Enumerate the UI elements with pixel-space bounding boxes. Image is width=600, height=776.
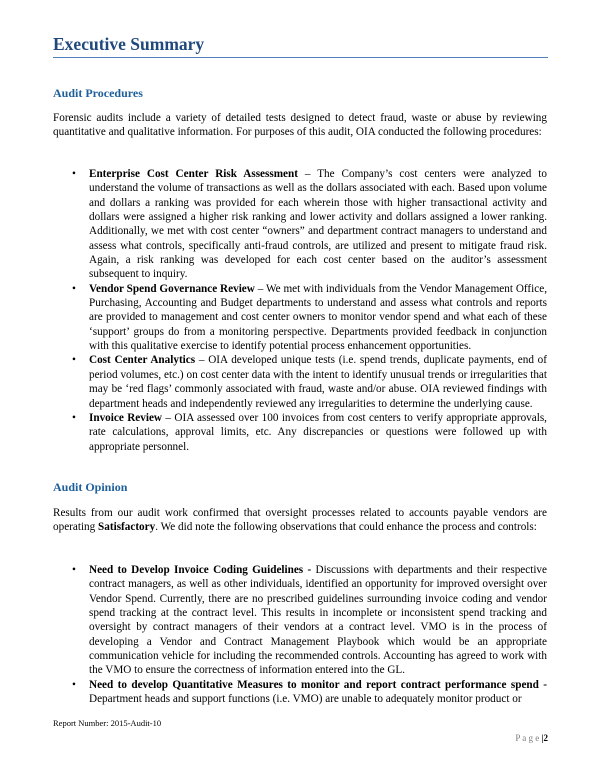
bullet-icon: • bbox=[72, 282, 76, 295]
item-bold-label: Invoice Review bbox=[89, 411, 162, 424]
page-label: P a g e bbox=[515, 733, 540, 743]
bullet-icon: • bbox=[72, 411, 76, 424]
bullet-icon: • bbox=[72, 168, 76, 180]
list-item bbox=[72, 353, 547, 410]
item-text: Discussions with departments and their respective contract managers, as well as other individuals, identified an opportunity for improved oversight over Vendor Spend. Currently, there are no prescribed guidelines surrounding invoice coding and vendor spend tracking at the contract level. This results in incomplete or inconsistent spend tracking and oversight by contract managers of their vendors at a contract level. VMO is in the process of developing a Vendor and Contract Management Playbook which would be an appropriate communication vehicle for including the recommended controls. Accounting has agreed to work with the VMO to ensure the correctness of information entered into the GL. bbox=[89, 564, 547, 677]
item-bold-label: Enterprise Cost Center Risk Assessment bbox=[89, 168, 298, 180]
list-item bbox=[72, 167, 547, 282]
audit-opinion-heading: Audit Opinion bbox=[53, 480, 128, 494]
audit-procedures-heading: Audit Procedures bbox=[53, 86, 143, 100]
bullet-icon: • bbox=[72, 564, 76, 576]
opinion-intro-before: Results from our audit work confirmed that oversight processes related to accounts payable vendors are operating bbox=[53, 507, 547, 534]
opinion-rating: Satisfactory bbox=[98, 521, 156, 534]
item-text: Department heads and support functions (i.e. VMO) are unable to adequately monitor product or bbox=[89, 693, 522, 706]
audit-opinion-list bbox=[72, 563, 547, 706]
item-bold-label: Need to Develop Invoice Coding Guidelines - bbox=[89, 564, 312, 576]
list-item bbox=[72, 282, 547, 354]
opinion-intro-after: . We did note the following observations that could enhance the process and controls: bbox=[155, 521, 537, 534]
item-text: – The Company’s cost centers were analyzed to understand the volume of transactions as well as the dollars associated with each. Based upon volume and dollars a ranking was provided for each wherein those with higher transactional activity and dollars were assigned a higher risk ranking and lower activity and dollars assigned a lower ranking. Additionally, we met with cost center “owners” and department contract managers to understand and assess what controls, specifically anti-fraud controls, are utilized and present to mitigate fraud risk. Again, a risk ranking was developed for each cost center based on the auditor’s assessment subsequent to inquiry. bbox=[89, 168, 547, 281]
item-bold-label: Vendor Spend Governance Review bbox=[89, 282, 255, 295]
report-number: Report Number: 2015-Audit-10 bbox=[53, 718, 162, 728]
page-title: Executive Summary bbox=[53, 33, 548, 58]
list-item bbox=[72, 563, 547, 678]
item-bold-label: Cost Center Analytics bbox=[89, 354, 196, 367]
item-text: – OIA developed unique tests (i.e. spend trends, duplicate payments, end of period volumes, etc.) on cost center data with the intent to identify unusual trends or irregularities that may be ‘red flags’ commonly associated with fraud, waste and/or abuse. OIA reviewed findings with department heads and independently reviewed any irregularities to determine the underlying cause. bbox=[89, 354, 548, 410]
audit-procedures-intro: Forensic audits include a variety of detailed tests designed to detect fraud, waste or abuse by reviewing quantitative and qualitative information. For purposes of this audit, OIA conducted the following procedures: bbox=[53, 112, 547, 139]
item-text: – OIA assessed over 100 invoices from cost centers to verify appropriate approvals, rate calculations, approval limits, etc. Any discrepancies or questions were followed up with appropriate personnel. bbox=[89, 411, 547, 453]
audit-opinion-intro bbox=[53, 506, 547, 535]
bullet-icon: • bbox=[72, 678, 76, 691]
list-item bbox=[72, 678, 547, 707]
list-item bbox=[72, 411, 547, 454]
page-separator: | bbox=[541, 733, 544, 743]
page-number: 2 bbox=[543, 733, 548, 743]
item-bold-label: Need to develop Quantitative Measures to monitor and report contract performance spend - bbox=[89, 678, 547, 691]
page-number-footer bbox=[515, 732, 548, 744]
item-text: – We met with individuals from the Vendor Management Office, Purchasing, Accounting and Budget departments to understand and assess what controls and reports are provided to management and cost center owners to monitor vendor spend and what each of these ‘support’ groups do from a monitoring perspective. Departments provided feedback in conjunction with this qualitative exercise to identify potential process enhancement opportunities. bbox=[89, 282, 547, 353]
bullet-icon: • bbox=[72, 354, 76, 367]
audit-procedures-list bbox=[72, 167, 547, 454]
